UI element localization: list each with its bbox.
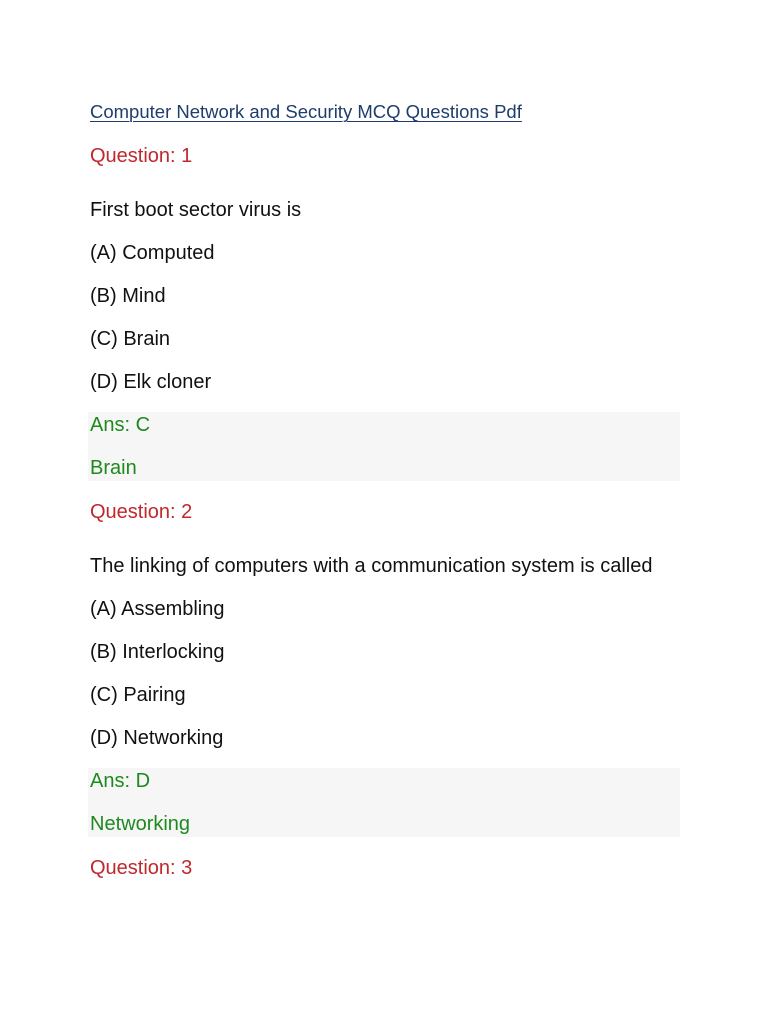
answer-1-label: Ans: C	[90, 414, 151, 436]
question-2-option-b: (B) Interlocking	[90, 641, 225, 663]
question-2-label: Question: 2	[90, 501, 193, 523]
question-2-option-d: (D) Networking	[90, 727, 224, 749]
answer-1-text: Brain	[90, 457, 137, 479]
question-1-label: Question: 1	[90, 145, 193, 167]
question-2-option-a: (A) Assembling	[90, 598, 225, 620]
question-1-option-d: (D) Elk cloner	[90, 371, 212, 393]
question-2-text: The linking of computers with a communication system is called	[90, 555, 653, 577]
question-1-option-a: (A) Computed	[90, 242, 215, 264]
question-1-option-c: (C) Brain	[90, 328, 171, 350]
answer-2-text: Networking	[90, 813, 191, 835]
question-1-text: First boot sector virus is	[90, 199, 302, 221]
answer-1-band	[88, 412, 680, 481]
document-title-link[interactable]: Computer Network and Security MCQ Questions Pdf	[90, 101, 522, 122]
question-1-option-b: (B) Mind	[90, 285, 166, 307]
question-2-option-c: (C) Pairing	[90, 684, 186, 706]
question-3-label: Question: 3	[90, 857, 193, 879]
answer-2-label: Ans: D	[90, 770, 151, 792]
